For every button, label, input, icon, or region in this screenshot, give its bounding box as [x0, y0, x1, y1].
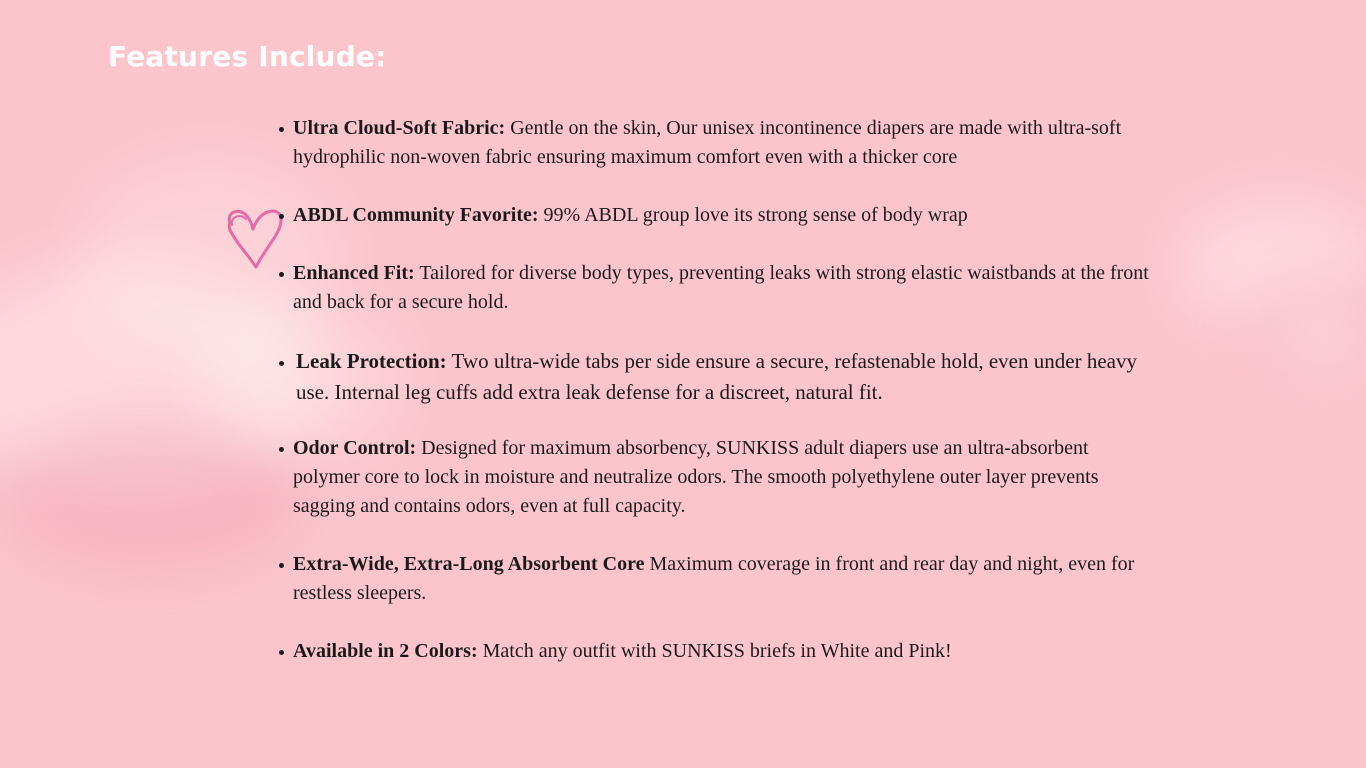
feature-name: ABDL Community Favorite:: [293, 204, 539, 226]
feature-name: Available in 2 Colors:: [293, 640, 478, 662]
feature-item: [276, 201, 1156, 230]
feature-name: Odor Control:: [293, 437, 417, 459]
feature-item: [276, 637, 1156, 666]
feature-item: [276, 550, 1156, 608]
feature-description: Match any outfit with SUNKISS briefs in White and Pink!: [477, 640, 952, 662]
feature-description: Designed for maximum absorbency, SUNKISS adult diapers use an ultra-absorbent polymer core to lock in moisture and neutralize odors. The smooth polyethylene outer layer prevents sagging and contains odors, even at full capacity.: [293, 437, 1099, 517]
feature-name: Extra-Wide, Extra-Long Absorbent Core: [293, 553, 645, 575]
feature-list: [276, 114, 1156, 666]
feature-description: Tailored for diverse body types, preventing leaks with strong elastic waistbands at the front and back for a secure hold.: [293, 262, 1149, 313]
cloud-shape: [1280, 310, 1366, 370]
feature-name: Enhanced Fit:: [293, 262, 415, 284]
cloud-shape: [0, 420, 300, 570]
feature-description: Gentle on the skin, Our unisex incontinence diapers are made with ultra-soft hydrophilic non-woven fabric ensuring maximum comfort even with a thicker core: [293, 117, 1122, 168]
feature-description: 99% ABDL group love its strong sense of body wrap: [538, 204, 968, 226]
feature-item: [276, 114, 1156, 172]
feature-description: Two ultra-wide tabs per side ensure a secure, refastenable hold, even under heavy use. Internal leg cuffs add extra leak defense for a discreet, natural fit.: [296, 349, 1137, 404]
feature-description: Maximum coverage in front and rear day and night, even for restless sleepers.: [293, 553, 1135, 604]
feature-item: [276, 259, 1156, 317]
feature-name: Ultra Cloud-Soft Fabric:: [293, 117, 506, 139]
feature-item: [276, 434, 1156, 521]
page-title: Features Include:: [108, 40, 387, 73]
feature-item: [276, 346, 1156, 408]
feature-name: Leak Protection:: [296, 349, 447, 373]
